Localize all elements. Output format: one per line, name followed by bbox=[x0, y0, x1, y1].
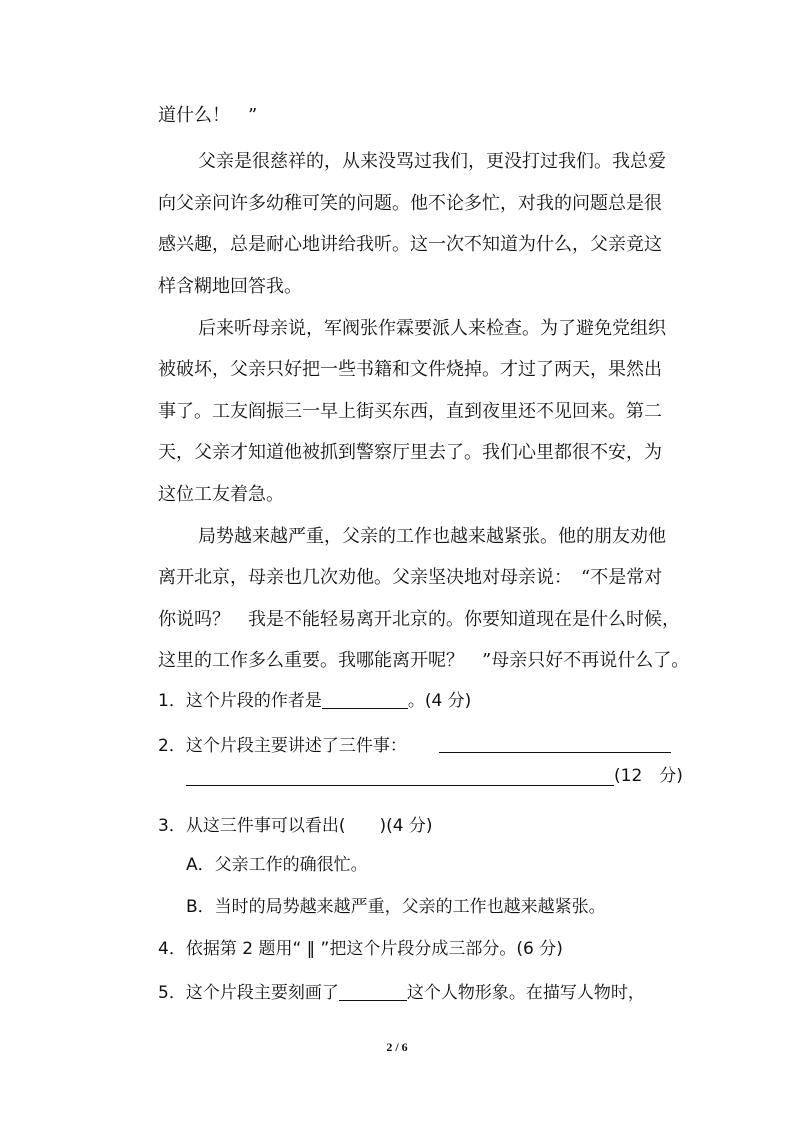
answer-blank[interactable] bbox=[339, 982, 407, 1001]
passage-line: 样含糊地回答我。 bbox=[158, 276, 302, 297]
option-a[interactable]: A．父亲工作的确很忙。 bbox=[186, 855, 368, 875]
answer-line[interactable] bbox=[439, 752, 671, 753]
answer-line[interactable] bbox=[186, 785, 614, 786]
question-5-text-continued: 这个人物形象。在描写人物时， bbox=[406, 983, 645, 1003]
question-2-score: (12 分) bbox=[614, 766, 683, 786]
passage-line: 离开北京，母亲也几次劝他。父亲坚决地对母亲说： “不是常对 bbox=[158, 567, 663, 588]
passage-line: 你说吗？ 我是不能轻易离开北京的。你要知道现在是什么时候， bbox=[158, 609, 680, 630]
question-4-text: 4．依据第 2 题用“ ‖ ”把这个片段分成三部分。(6 分) bbox=[158, 939, 563, 959]
question-2-text: 2．这个片段主要讲述了三件事： bbox=[158, 736, 407, 756]
question-3-text: 3．从这三件事可以看出( )(4 分) bbox=[158, 816, 433, 836]
question-5-text: 5．这个片段主要刻画了 bbox=[158, 983, 339, 1003]
passage-line: 事了。工友阎振三一早上街买东西，直到夜里还不见回来。第二 bbox=[158, 401, 662, 422]
passage-line: 这位工友着急。 bbox=[158, 484, 284, 505]
passage-line: 道什么！ ” bbox=[158, 105, 258, 126]
answer-blank[interactable] bbox=[322, 690, 408, 709]
passage-line: 被破坏，父亲只好把一些书籍和文件烧掉。才过了两天，果然出 bbox=[158, 359, 662, 380]
passage-line: 父亲是很慈祥的，从来没骂过我们，更没打过我们。我总爱 bbox=[198, 151, 666, 172]
passage-line: 后来听母亲说，军阀张作霖要派人来检查。为了避免党组织 bbox=[198, 318, 666, 339]
question-5 bbox=[158, 981, 645, 1005]
passage-line: 感兴趣，总是耐心地讲给我听。这一次不知道为什么，父亲竟这 bbox=[158, 234, 662, 255]
question-1-text: 1．这个片段的作者是 bbox=[158, 691, 322, 711]
question-1-score: 。(4 分) bbox=[407, 691, 472, 711]
passage-line: 向父亲问许多幼稚可笑的问题。他不论多忙，对我的问题总是很 bbox=[158, 193, 662, 214]
passage-line: 天，父亲才知道他被抓到警察厅里去了。我们心里都很不安，为 bbox=[158, 442, 662, 463]
passage-line: 局势越来越严重，父亲的工作也越来越紧张。他的朋友劝他 bbox=[198, 526, 666, 547]
question-1 bbox=[158, 689, 471, 713]
option-b[interactable]: B．当时的局势越来越严重，父亲的工作也越来越紧张。 bbox=[186, 897, 606, 917]
page-number: 2 / 6 bbox=[386, 1040, 408, 1054]
passage-line: 这里的工作多么重要。我哪能离开呢？ ”母亲只好不再说什么了。 bbox=[158, 650, 690, 671]
